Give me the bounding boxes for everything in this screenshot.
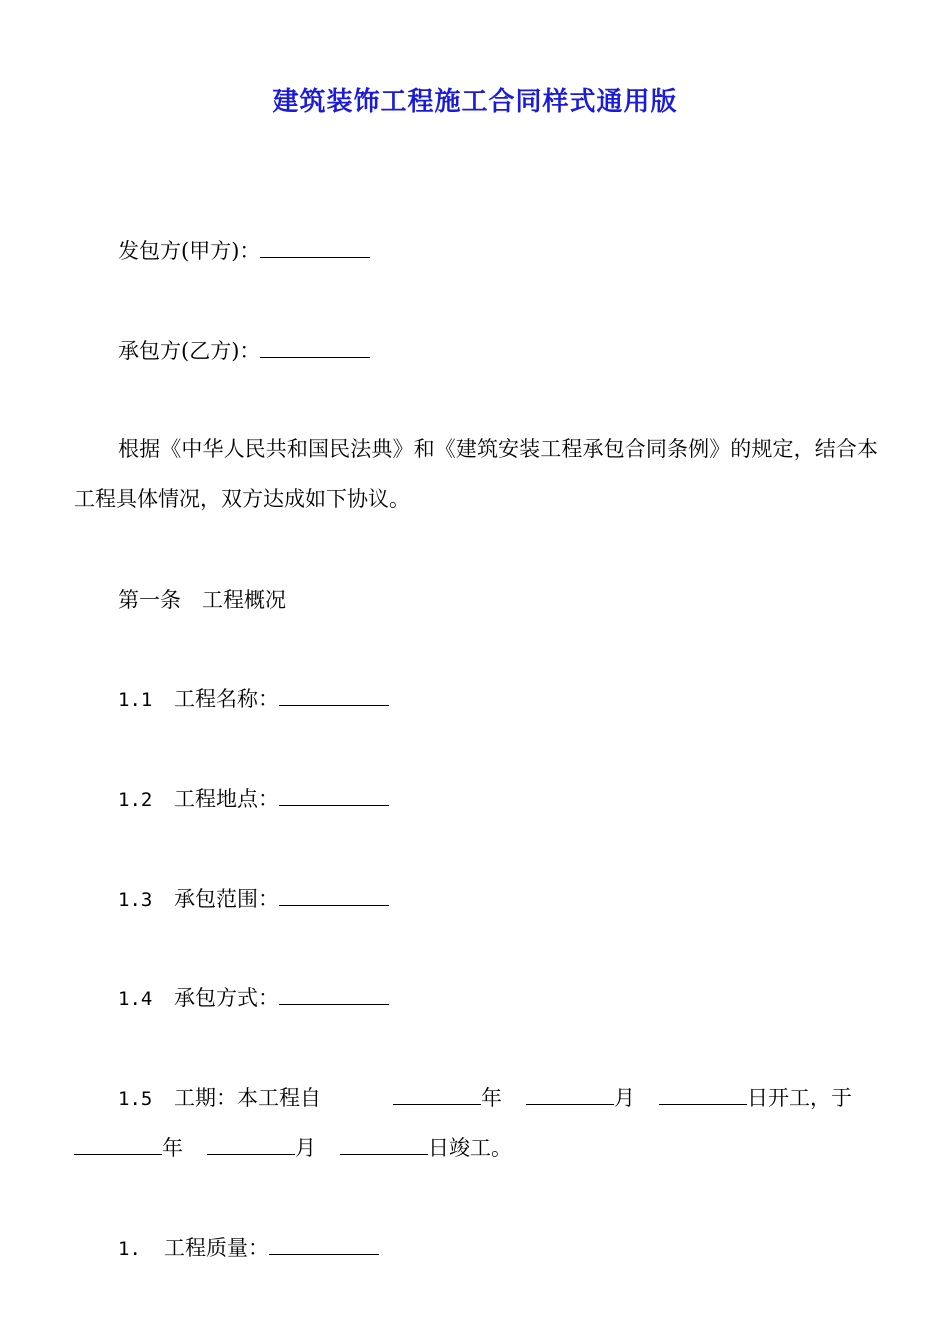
start-year-blank[interactable] [393,1086,481,1105]
period-prefix: 工期：本工程自 [174,1086,321,1110]
start-suffix: 日开工，于 [747,1086,852,1110]
year-label: 年 [481,1086,502,1110]
item-label: 工程地点： [174,787,279,811]
item-number: 1.1 [118,689,153,711]
party-b-label: 承包方(乙方)： [118,339,261,363]
article-1-heading: 第一条 工程概况 [118,588,286,612]
document-title: 建筑装饰工程施工合同样式通用版 [272,87,678,117]
end-suffix: 日竣工。 [428,1136,512,1160]
item-number: 1.2 [118,789,153,811]
item-number: 1.4 [118,988,153,1010]
party-b-blank[interactable] [260,339,370,358]
year-label: 年 [162,1136,183,1160]
item-1-2 [118,784,389,815]
item-1-3 [118,884,389,915]
month-label: 月 [614,1086,635,1110]
item-number: 1. [118,1238,141,1260]
contract-scope-blank[interactable] [279,887,389,906]
start-month-blank[interactable] [526,1086,614,1105]
project-location-blank[interactable] [279,787,389,806]
item-number: 1.3 [118,889,153,911]
item-label: 承包方式： [174,986,279,1010]
item-label: 工程名称： [174,687,279,711]
contract-method-blank[interactable] [279,986,389,1005]
party-a-blank[interactable] [260,239,370,258]
end-year-blank[interactable] [74,1136,162,1155]
end-day-blank[interactable] [340,1136,428,1155]
item-1-5-line-2 [74,1133,512,1163]
item-label: 承包范围： [174,887,279,911]
month-label: 月 [295,1136,316,1160]
item-label: 工程质量： [164,1236,269,1260]
item-1-5-line-1 [118,1083,852,1114]
project-name-blank[interactable] [279,687,389,706]
item-1-4 [118,983,389,1014]
end-month-blank[interactable] [207,1136,295,1155]
party-a-line [118,236,370,266]
item-1-1 [118,684,389,715]
project-quality-blank[interactable] [269,1236,379,1255]
item-number: 1.5 [118,1088,153,1110]
intro-paragraph: 根据《中华人民共和国民法典》和《建筑安装工程承包合同条例》的规定，结合本工程具体情况，双方达成如下协议。 [74,437,878,511]
start-day-blank[interactable] [659,1086,747,1105]
party-a-label: 发包方(甲方)： [118,239,261,263]
item-quality [118,1233,379,1264]
party-b-line [118,336,370,366]
